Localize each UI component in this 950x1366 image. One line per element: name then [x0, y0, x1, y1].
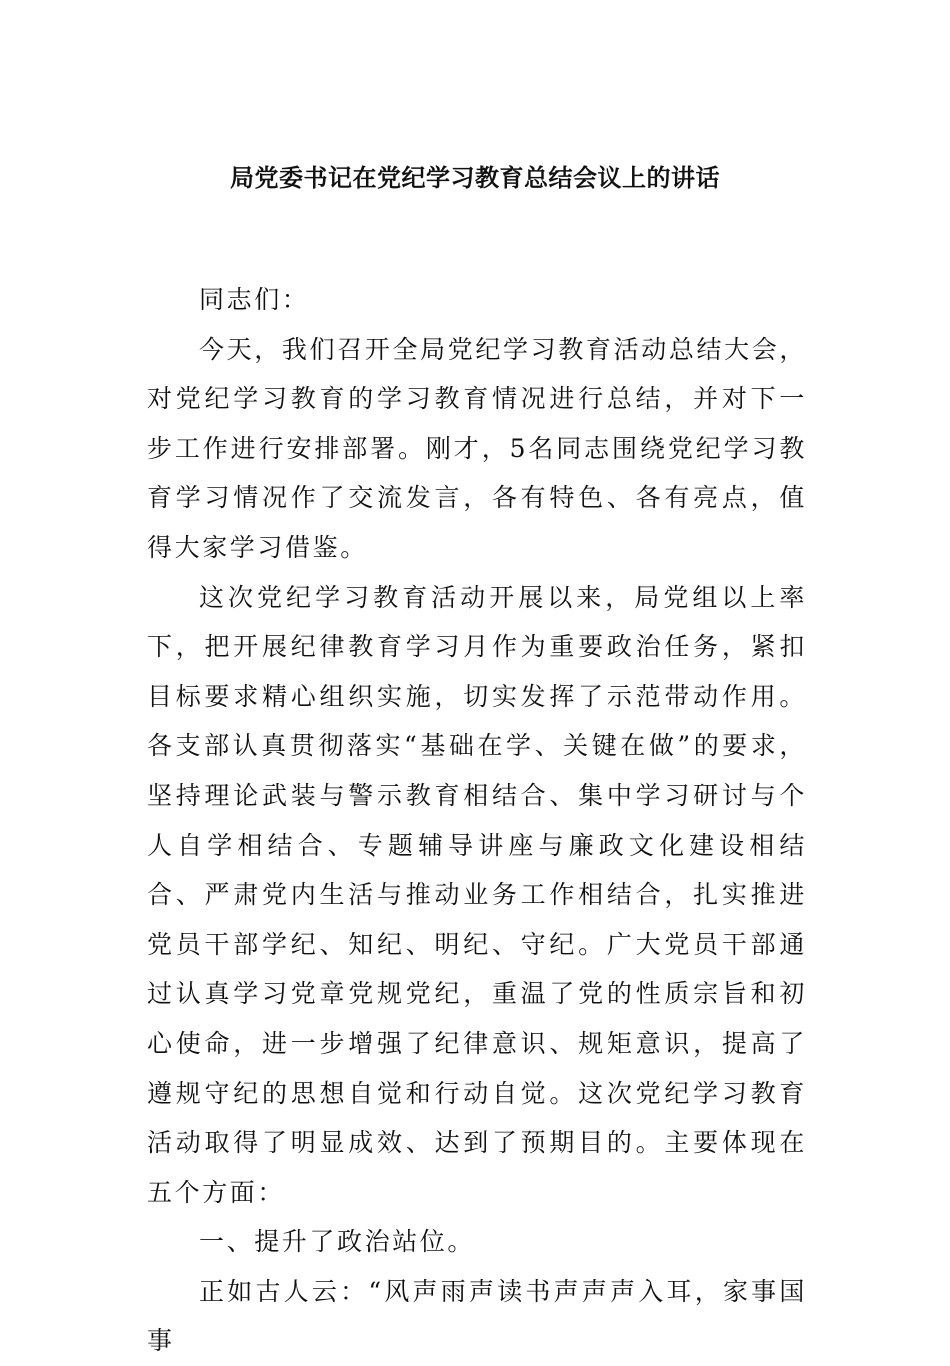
document-body — [147, 275, 807, 1366]
document-title: 局党委书记在党纪学习教育总结会议上的讲话 — [230, 164, 720, 192]
body-paragraph: 正如古人云：“风声雨声读书声声声入耳，家事国事 — [147, 1276, 807, 1356]
body-paragraph: 这次党纪学习教育活动开展以来，局党组以上率下，把开展纪律教育学习月作为重要政治任务，紧扣目标要求精心组织实施，切实发挥了示范带动作用。各支部认真贯彻落实“基础在学、关键在做”的要求，坚持理论武装与警示教育相结合、集中学习研讨与个人自学相结合、专题辅导讲座与廉政文化建设相结合、严肃党内生活与推动业务工作相结合，扎实推进党员干部学纪、知纪、明纪、守纪。广大党员干部通过认真学习党章党规党纪，重温了党的性质宗旨和初心使命，进一步增强了纪律意识、规矩意识，提高了遵规守纪的思想自觉和行动自觉。这次党纪学习教育活动取得了明显成效、达到了预期目的。主要体现在五个方面： — [147, 582, 807, 1207]
salutation-paragraph: 同志们： — [199, 285, 310, 314]
body-paragraph: 今天，我们召开全局党纪学习教育活动总结大会，对党纪学习教育的学习教育情况进行总结，并对下一步工作进行安排部署。刚才，5名同志围绕党纪学习教育学习情况作了交流发言，各有特色、各有亮点，值得大家学习借鉴。 — [147, 334, 807, 562]
section-heading: 一、提升了政治站位。 — [199, 1227, 476, 1257]
